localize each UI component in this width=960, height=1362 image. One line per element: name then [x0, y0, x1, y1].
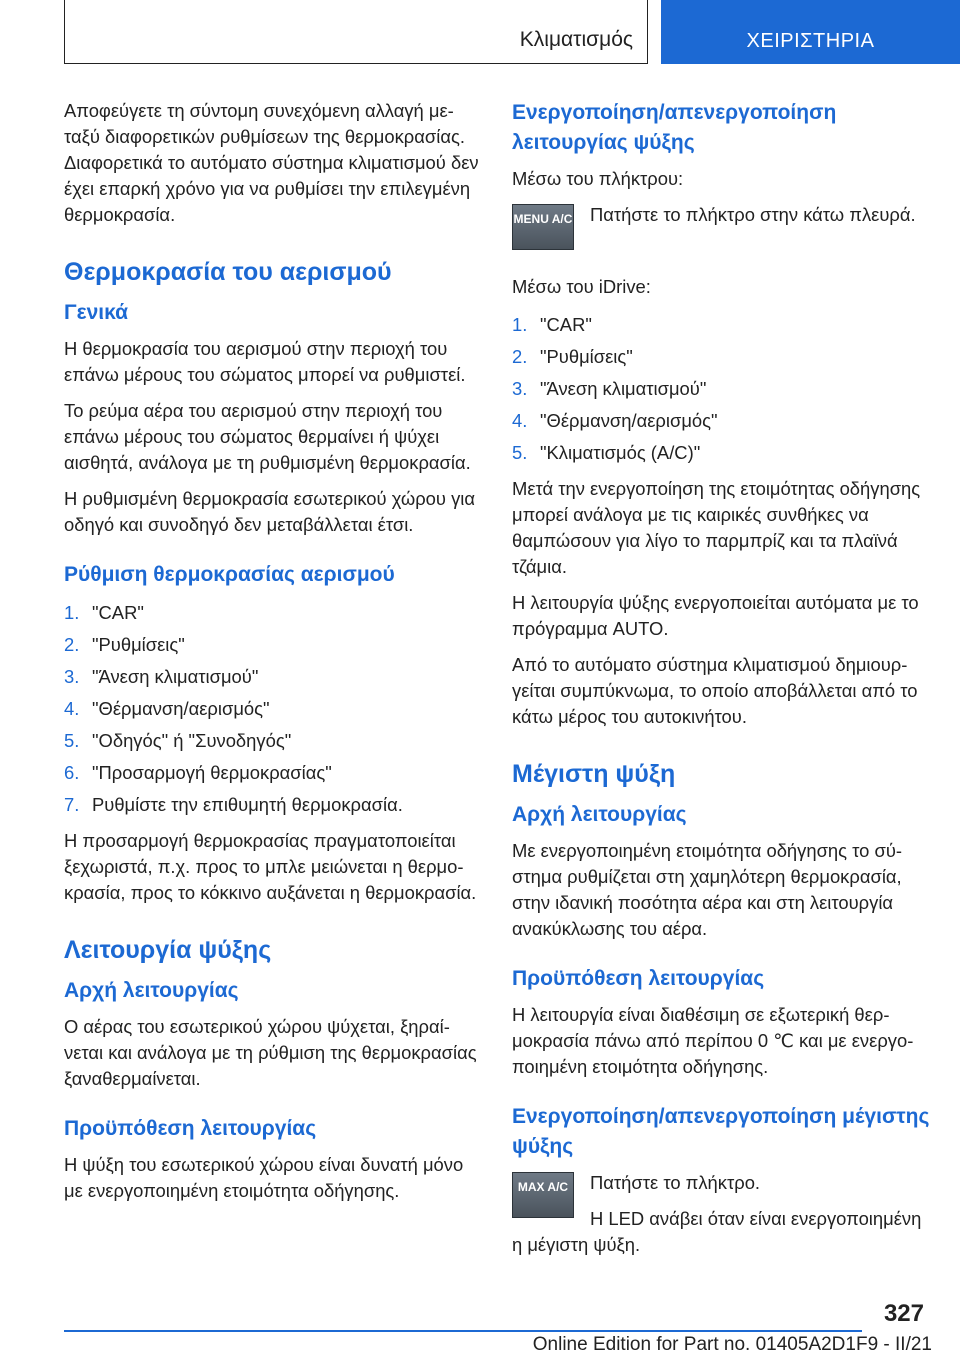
header-section-title: Κλιματισμός [519, 28, 633, 51]
list-item [512, 310, 932, 340]
max-ac-instruction [512, 1170, 932, 1258]
header-chapter-box [661, 0, 960, 64]
list-item [64, 726, 482, 756]
step-text: "Ρυθμίσεις" [540, 346, 633, 367]
auto-paragraph: Η λειτουργία ψύξης ενεργοποιείται αυτόματα με το πρόγραμμα AUTO. [512, 592, 919, 639]
heading-set-vent-temperature: Ρύθμιση θερμοκρασίας αερισμού [64, 563, 395, 586]
step-text: "CAR" [92, 602, 144, 623]
step-number: 1. [512, 314, 528, 335]
general-paragraph-1: Η θερμοκρασία του αερισμού στην περιοχή του επάνω μέρους του σώματος μπορεί να ρυθμιστεί. [64, 338, 466, 385]
heading-general: Γενικά [64, 301, 129, 324]
step-number: 5. [512, 442, 528, 463]
press-bottom-paragraph: Πατήστε το πλήκτρο στην κάτω πλευρά. [590, 204, 916, 225]
condensate-paragraph: Από το αυτόματο σύστημα κλιματισμού δημιουργείται συμπύκνωμα, το οποίο αποβάλλεται από το κάτω μέρος του αυτοκινήτου. [512, 654, 918, 727]
max-ac-button-icon: MAX A/C [512, 1172, 574, 1218]
led-paragraph: Η LED ανάβει όταν είναι ενεργοποιημένη η μέγιστη ψύξη. [512, 1208, 922, 1255]
heading-cooling-function: Λειτουργία ψύξης [64, 936, 272, 964]
list-item [64, 758, 482, 788]
heading-prerequisite: Προϋπόθεση λειτουργίας [64, 1117, 317, 1140]
list-item [512, 374, 932, 404]
step-text: "Άνεση κλιματισμού" [92, 666, 259, 687]
heading-max-prerequisite: Προϋπόθεση λειτουργίας [512, 967, 765, 990]
left-column [64, 98, 482, 1214]
list-item [64, 662, 482, 692]
list-item [512, 342, 932, 372]
menu-ac-button-icon: MENU A/C [512, 204, 574, 250]
footer-edition: Online Edition for Part no. 01405A2D1F9 - II/21 [532, 1334, 932, 1355]
step-text: Ρυθμίστε την επιθυμητή θερμοκρασία. [92, 794, 403, 815]
step-text: "Άνεση κλιματισμού" [540, 378, 707, 399]
max-prerequisite-paragraph: Η λειτουργία είναι διαθέσιμη σε εξωτερική θερμοκρασία πάνω από περίπου 0 ℃ και με ενεργοποιημένη ετοιμότητα οδήγησης. [512, 1004, 914, 1077]
via-idrive-paragraph: Μέσω του iDrive: [512, 276, 651, 297]
step-number: 6. [64, 762, 80, 783]
list-item [64, 630, 482, 660]
step-text: "Προσαρμογή θερμοκρασίας" [92, 762, 332, 783]
page-number: 327 [883, 1300, 924, 1327]
right-column [512, 98, 932, 1268]
heading-vent-temperature: Θερμοκρασία του αερισμού [64, 258, 392, 286]
principle-paragraph: Ο αέρας του εσωτερικού χώρου ψύχεται, ξηραίνεται και ανάλογα με τη ρύθμιση της θερμοκρασίας ξαναθερμαίνεται. [64, 1016, 477, 1089]
step-number: 4. [64, 698, 80, 719]
step-number: 4. [512, 410, 528, 431]
header-chapter-title: ΧΕΙΡΙΣΤΗΡΙΑ [746, 30, 875, 52]
step-text: "Θέρμανση/αερισμός" [92, 698, 270, 719]
general-paragraph-3: Η ρυθμισμένη θερμοκρασία εσωτερικού χώρου για οδηγό και συνοδηγό δεν μεταβάλλεται έτσι. [64, 488, 475, 535]
header-section-box [64, 0, 648, 64]
step-number: 1. [64, 602, 80, 623]
step-text: "Ρυθμίσεις" [92, 634, 185, 655]
list-item [64, 790, 482, 820]
footer-divider [64, 1330, 862, 1332]
heading-max-principle: Αρχή λειτουργίας [512, 803, 687, 826]
list-item [64, 694, 482, 724]
fog-paragraph: Μετά την ενεργοποίηση της ετοιμότητας οδήγησης μπορεί ανάλογα με τις καιρικές συνθήκες να θαμπώσουν για λίγο το παρμπρίζ και τα πλαϊνά τζάμια. [512, 478, 921, 577]
general-paragraph-2: Το ρεύμα αέρα του αερισμού στην περιοχή του επάνω μέρους του σώματος θερμαίνει ή ψύχει αισθητά, ανάλογα με τη ρυθμισμένη θερμοκρασία. [64, 400, 471, 473]
menu-ac-instruction [512, 202, 932, 264]
step-text: "Οδηγός" ή "Συνοδηγός" [92, 730, 292, 751]
step-number: 7. [64, 794, 80, 815]
step-text: "Κλιματισμός (A/C)" [540, 442, 701, 463]
step-number: 3. [64, 666, 80, 687]
list-item [64, 598, 482, 628]
step-number: 2. [512, 346, 528, 367]
list-item [512, 438, 932, 468]
prerequisite-paragraph: Η ψύξη του εσωτερικού χώρου είναι δυνατή μόνο με ενεργοποιημένη ετοιμότητα οδήγησης. [64, 1154, 464, 1201]
steps-toggle-cooling [512, 310, 932, 468]
press-paragraph: Πατήστε το πλήκτρο. [590, 1172, 761, 1193]
list-item [512, 406, 932, 436]
intro-paragraph: Αποφεύγετε τη σύντομη συνεχόμενη αλλαγή μεταξύ διαφορετικών ρυθμίσεων της θερμοκρασίας. Διαφορετικά το αυτόματο σύστημα κλιματισμού δεν έχει επαρκή χρόνο για να ρυθμίσει την επιλεγμένη θερμοκρασία. [64, 100, 479, 225]
heading-max-cooling: Μέγιστη ψύξη [512, 760, 676, 788]
step-number: 2. [64, 634, 80, 655]
step-text: "CAR" [540, 314, 592, 335]
via-button-paragraph: Μέσω του πλήκτρου: [512, 168, 684, 189]
heading-toggle-max-cooling: Ενεργοποίηση/απενεργοποίηση μέγιστης ψύξης [512, 1105, 930, 1158]
steps-set-vent-temperature [64, 598, 482, 820]
adjust-paragraph: Η προσαρμογή θερμοκρασίας πραγματοποιείται ξεχωριστά, π.χ. προς το μπλε μειώνεται η θερμοκρασία, προς το κόκκινο αυξάνεται η θερμοκρασία. [64, 830, 477, 903]
heading-toggle-cooling: Ενεργοποίηση/απενεργοποίηση λειτουργίας ψύξης [512, 101, 837, 154]
step-number: 3. [512, 378, 528, 399]
heading-principle: Αρχή λειτουργίας [64, 979, 239, 1002]
max-principle-paragraph: Με ενεργοποιημένη ετοιμότητα οδήγησης το σύστημα ρυθμίζεται στη χαμηλότερη θερμοκρασία, στην ιδανική ποσότητα αέρα και στη λειτουργία ανακύκλωσης του αέρα. [512, 840, 903, 939]
step-number: 5. [64, 730, 80, 751]
step-text: "Θέρμανση/αερισμός" [540, 410, 718, 431]
